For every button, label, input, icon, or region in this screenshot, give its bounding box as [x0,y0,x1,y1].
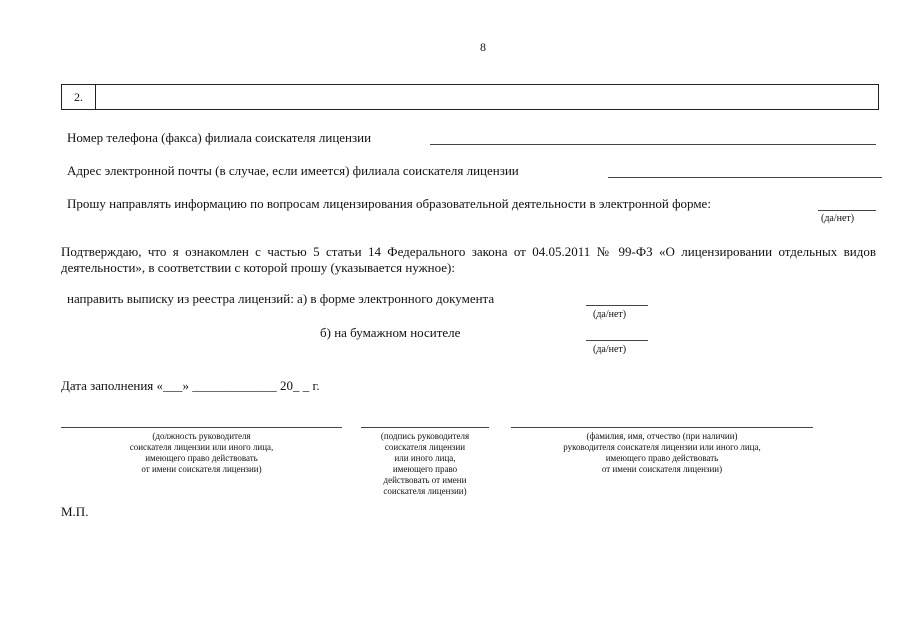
position-signature-line[interactable] [61,427,342,428]
name-signature-line[interactable] [511,427,813,428]
electronic-request-field[interactable] [818,210,876,211]
signature-caption: (подпись руководителя соискателя лицензии или иного лица, имеющего право действовать от имени соискателя лицензии) [380,431,470,496]
page-number: 8 [480,40,486,54]
extract-option-a-label: направить выписку из реестра лицензий: а) в форме электронного документа [67,291,495,306]
fill-date: Дата заполнения «___» _____________ 20_ _ г. [61,378,320,393]
phone-label: Номер телефона (факса) филиала соискателя лицензии [67,130,372,145]
extract-option-b-label: б) на бумажном носителе [320,325,461,340]
table-row-content[interactable] [96,85,878,109]
email-label: Адрес электронной почты (в случае, если имеется) филиала соискателя лицензии [67,163,519,178]
electronic-request-label: Прошу направлять информацию по вопросам лицензирования образовательной деятельности в электронной форме: [67,196,711,211]
extract-option-a-caption: (да/нет) [593,309,627,320]
phone-field[interactable] [430,144,876,145]
position-caption: (должность руководителя соискателя лицензии или иного лица, имеющего право действовать от имени соискателя лицензии) [129,431,274,474]
extract-option-a-field[interactable] [586,305,648,306]
signature-line[interactable] [361,427,489,428]
table-row-number: 2. [62,85,96,109]
confirmation-text: Подтверждаю, что я ознакомлен с частью 5 статьи 14 Федерального закона от 04.05.2011 № 99-ФЗ «О лицензировании отдельных видов деятельности», в соответствии с которой прошу (указывается нужное): [61,244,876,275]
stamp-label: М.П. [61,504,89,519]
extract-option-b-field[interactable] [586,340,648,341]
name-caption: (фамилия, имя, отчество (при наличии) руководителя соискателя лицензии или иного лица, имеющего право действовать от имени соискателя лицензии) [563,431,761,474]
table-row [61,84,879,110]
electronic-request-caption: (да/нет) [821,213,855,224]
email-field[interactable] [608,177,882,178]
extract-option-b-caption: (да/нет) [593,344,627,355]
